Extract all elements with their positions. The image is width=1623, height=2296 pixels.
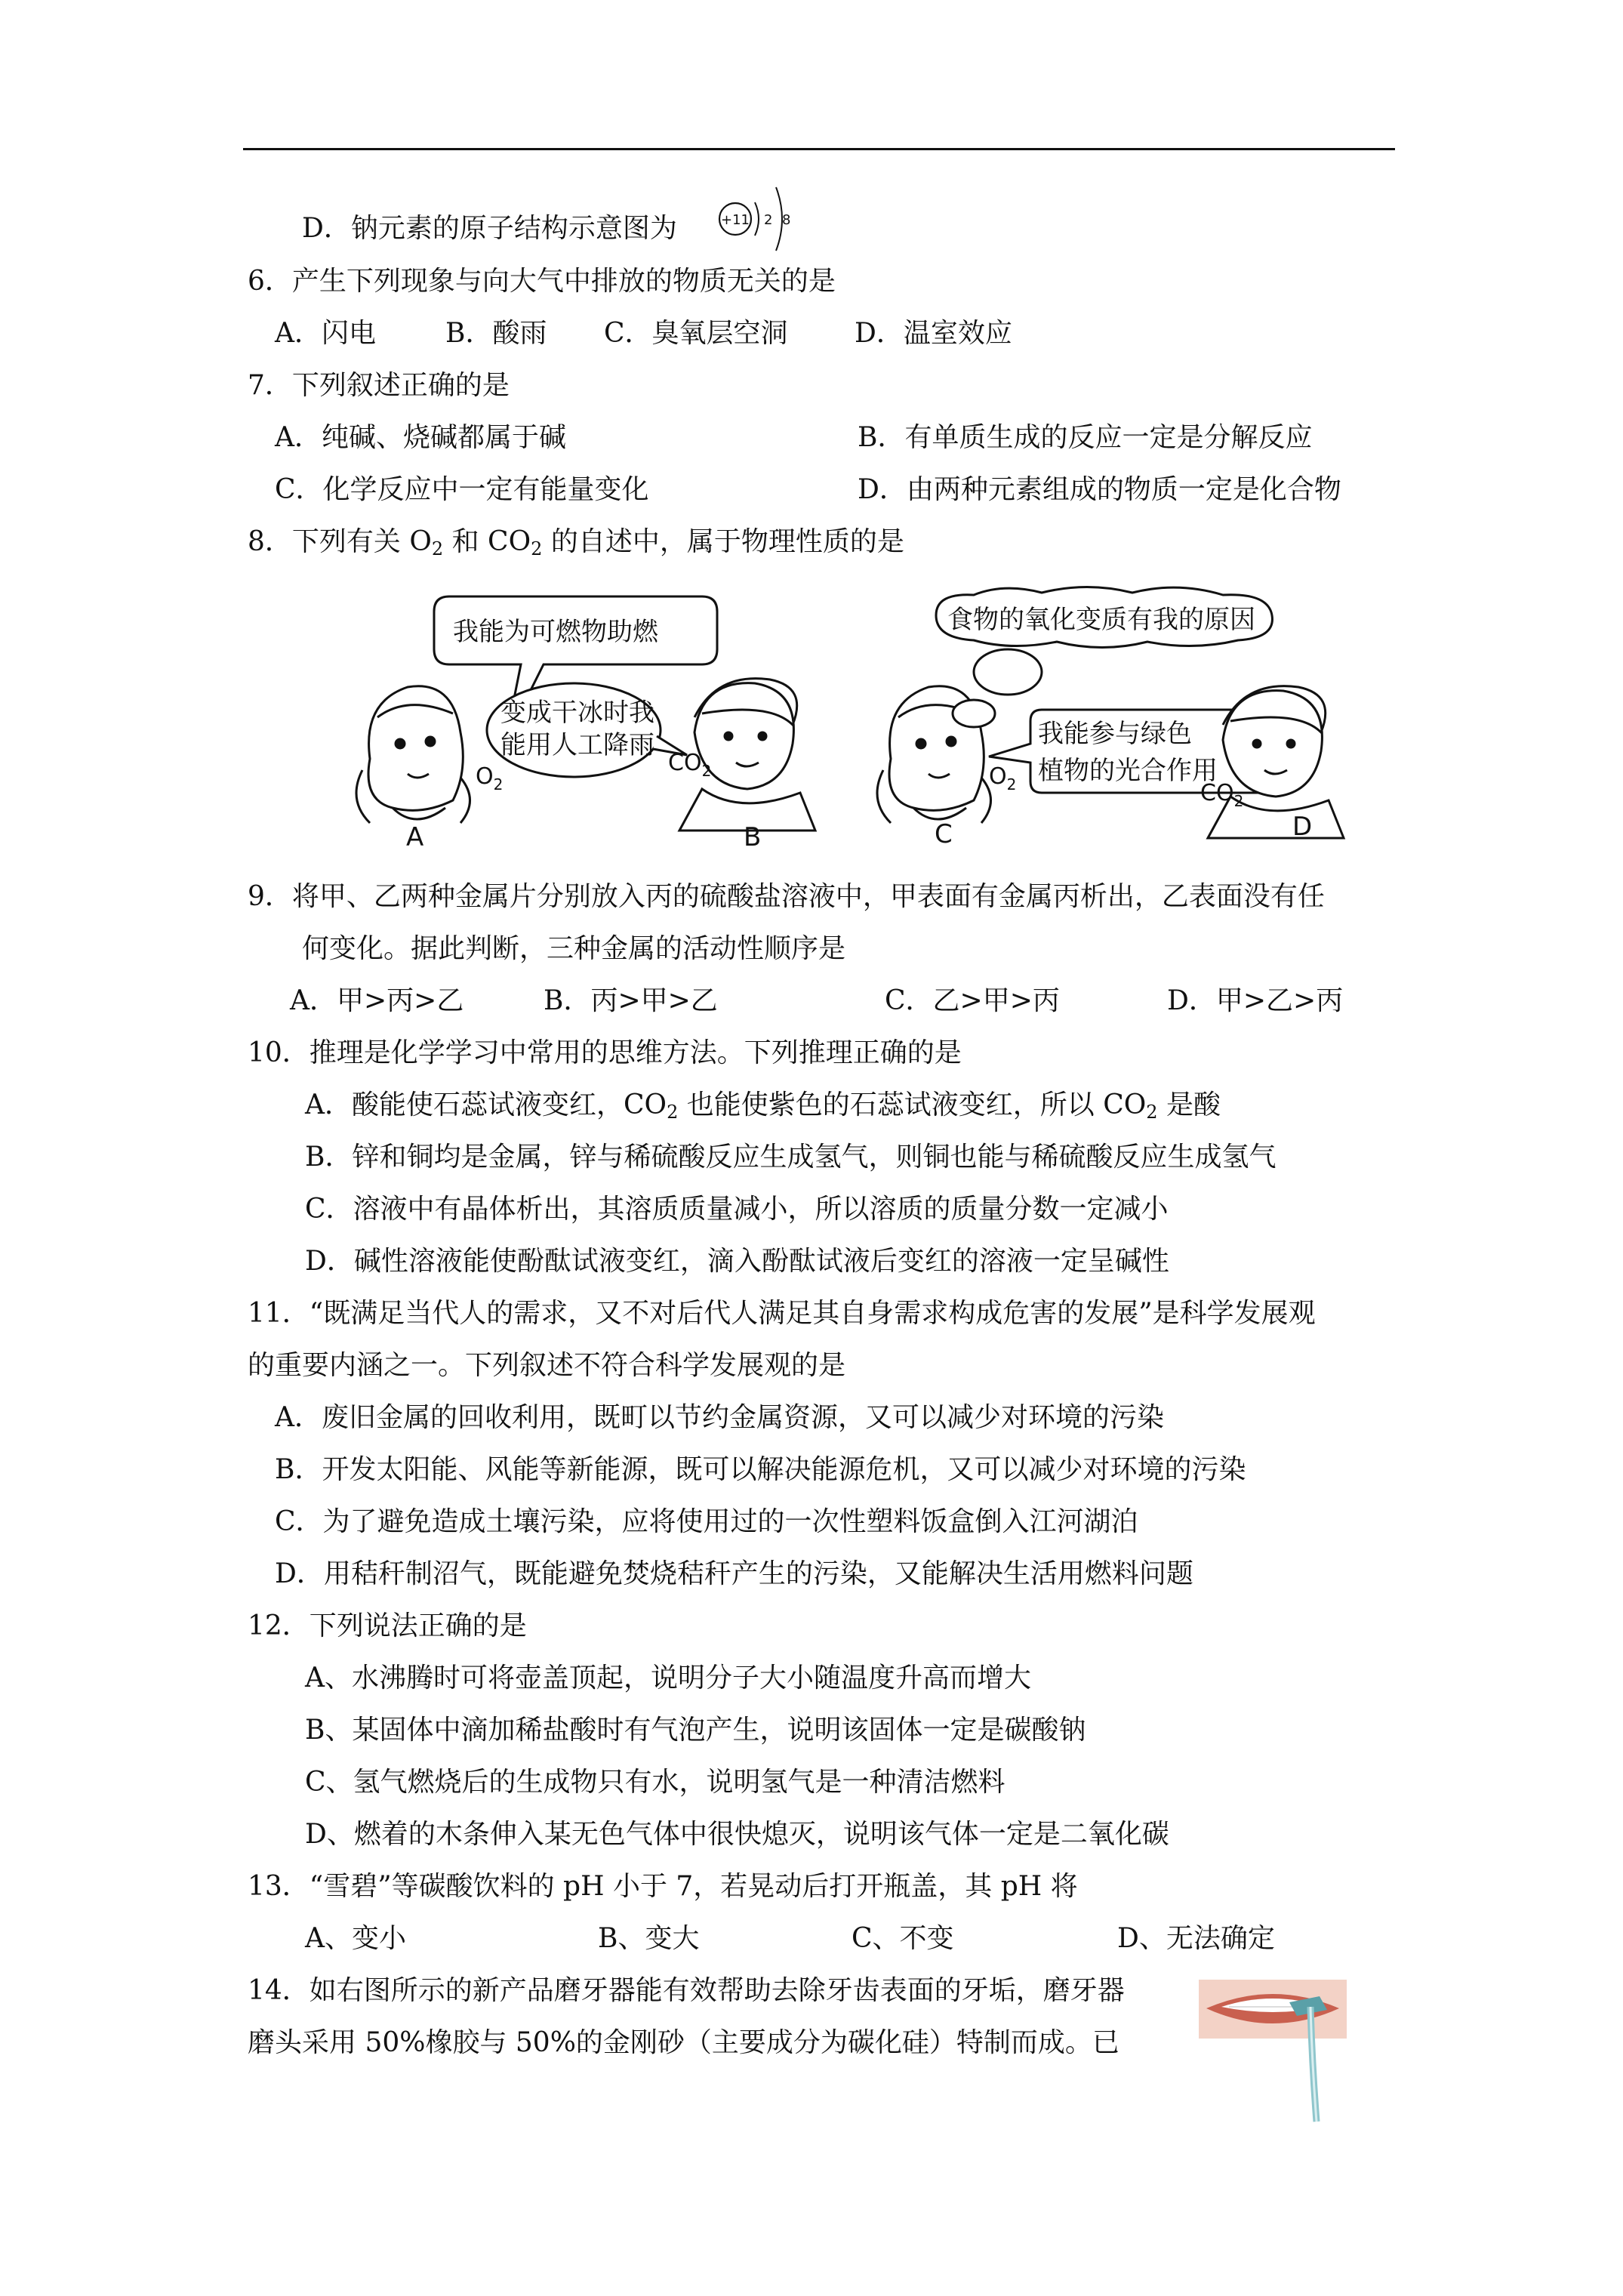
nucleus-charge: +11 [721, 212, 750, 228]
bubble-a-text: 我能为可燃物助燃 [453, 617, 658, 647]
girl-o2-left [356, 686, 470, 823]
q14-line2: 磨头采用 50%橡胶与 50%的金刚砂（主要成分为碳化硅）特制而成。已 [248, 2027, 1119, 2058]
q9-option-a: A．甲>丙>乙 [290, 985, 464, 1016]
shell-1-electrons: 2 [764, 212, 773, 228]
q8-subscript: 2 [431, 538, 444, 559]
q11-option-a: A．废旧金属的回收利用，既町以节约金属资源，又可以减少对环境的污染 [275, 1402, 1164, 1433]
q6-option-d: D．温室效应 [855, 318, 1012, 349]
label-d: D [1292, 812, 1313, 842]
q11-line1: 11．“既满足当代人的需求，又不对后代人满足其自身需求构成危害的发展”是科学发展观 [248, 1298, 1316, 1329]
bubble-d-text-line1: 我能参与绿色 [1038, 719, 1192, 749]
q8-stem [248, 525, 904, 559]
bubble-b-text-line1: 变成干冰时我 [500, 698, 654, 728]
q12-option-d: D、燃着的木条伸入某无色气体中很快熄灭，说明该气体一定是二氧化碳 [305, 1819, 1169, 1850]
bubble-d-text-line2: 植物的光合作用 [1038, 756, 1218, 786]
q6-option-b: B．酸雨 [445, 318, 547, 349]
q13-option-a: A、变小 [305, 1923, 406, 1954]
q10-option-a [305, 1089, 1221, 1122]
o2-label-right: $O_2$ [989, 763, 1017, 794]
label-b: B [744, 822, 762, 852]
q8-stem-part: 和 CO [443, 526, 531, 557]
co2-label-right: $CO_2$ [1200, 780, 1244, 810]
q5-option-d [302, 212, 677, 245]
q8-stem-part: 的自述中，属于物理性质的是 [542, 526, 904, 557]
q10-stem: 10．推理是化学学习中常用的思维方法。下列推理正确的是 [248, 1037, 962, 1068]
q10-option-d: D．碱性溶液能使酚酞试液变红，滴入酚酞试液后变红的溶液一定呈碱性 [305, 1246, 1169, 1277]
tooth-grinder-photo [1199, 1980, 1347, 2123]
q11-option-b: B．开发太阳能、风能等新能源，既可以解决能源危机，又可以减少对环境的污染 [275, 1454, 1246, 1485]
q8-cartoon-figure [347, 581, 1351, 861]
o2-label-left: $O_2$ [476, 763, 504, 794]
q7-stem: 7．下列叙述正确的是 [248, 370, 510, 401]
q13-stem: 13．“雪碧”等碳酸饮料的 pH 小于 7，若晃动后打开瓶盖，其 pH 将 [248, 1871, 1078, 1902]
q9-option-b: B．丙>甲>乙 [544, 985, 718, 1016]
sodium-atom-diagram [713, 183, 803, 252]
bubble-c-text: 食物的氧化变质有我的原因 [947, 605, 1255, 635]
q7-option-a: A．纯碱、烧碱都属于碱 [275, 422, 566, 453]
q10-option-b: B．锌和铜均是金属，锌与稀硫酸反应生成氢气，则铜也能与稀硫酸反应生成氢气 [305, 1142, 1277, 1173]
q8-subscript: 2 [531, 538, 543, 559]
q6-option-c: C．臭氧层空洞 [604, 318, 788, 349]
q7-option-c: C．化学反应中一定有能量变化 [275, 474, 649, 505]
q7-option-b: B．有单质生成的反应一定是分解反应 [858, 422, 1313, 453]
co2-label-left: $CO_2$ [668, 750, 712, 780]
q7-option-d: D．由两种元素组成的物质一定是化合物 [858, 474, 1341, 505]
q5-option-d-text: D．钠元素的原子结构示意图为 [302, 213, 677, 244]
q13-option-d: D、无法确定 [1117, 1923, 1275, 1954]
q9-option-c: C．乙>甲>丙 [885, 985, 1060, 1016]
q6-option-a: A．闪电 [275, 318, 376, 349]
bubble-b-text-line2: 能用人工降雨 [500, 730, 654, 760]
label-c: C [935, 819, 953, 849]
q10-a-subscript: 2 [667, 1102, 679, 1123]
q12-option-b: B、某固体中滴加稀盐酸时有气泡产生，说明该固体一定是碳酸钠 [305, 1715, 1086, 1746]
q10-a-subscript: 2 [1146, 1102, 1158, 1123]
q10-a-part: 也能使紫色的石蕊试液变红，所以 CO [678, 1089, 1147, 1120]
q12-stem: 12．下列说法正确的是 [248, 1610, 527, 1641]
q11-option-c: C．为了避免造成土壤污染，应将使用过的一次性塑料饭盒倒入江河湖泊 [275, 1506, 1138, 1537]
q10-option-c: C．溶液中有晶体析出，其溶质质量减小，所以溶质的质量分数一定减小 [305, 1194, 1169, 1225]
q8-stem-part: 8．下列有关 O [248, 526, 432, 557]
q10-a-part: A．酸能使石蕊试液变红，CO [305, 1089, 667, 1120]
q10-a-part: 是酸 [1157, 1089, 1221, 1120]
q12-option-c: C、氢气燃烧后的生成物只有水，说明氢气是一种清洁燃料 [305, 1767, 1006, 1798]
q13-option-b: B、变大 [598, 1923, 700, 1954]
q14-line1: 14．如右图所示的新产品磨牙器能有效帮助去除牙齿表面的牙垢，磨牙器 [248, 1975, 1125, 2006]
q11-option-d: D．用秸秆制沼气，既能避免焚烧秸秆产生的污染，又能解决生活用燃料问题 [275, 1558, 1193, 1589]
q6-stem: 6．产生下列现象与向大气中排放的物质无关的是 [248, 266, 836, 297]
q9-line2: 何变化。据此判断，三种金属的活动性顺序是 [302, 933, 846, 964]
shell-2-electrons: 8 [782, 212, 791, 228]
q11-line2: 的重要内涵之一。下列叙述不符合科学发展观的是 [248, 1350, 846, 1381]
q9-option-d: D．甲>乙>丙 [1167, 985, 1344, 1016]
q9-line1: 9．将甲、乙两种金属片分别放入丙的硫酸盐溶液中，甲表面有金属丙析出，乙表面没有任 [248, 881, 1325, 912]
q13-option-c: C、不变 [852, 1923, 954, 1954]
label-a: A [406, 822, 424, 852]
header-rule [243, 148, 1395, 150]
q12-option-a: A、水沸腾时可将壶盖顶起，说明分子大小随温度升高而增大 [305, 1663, 1031, 1693]
